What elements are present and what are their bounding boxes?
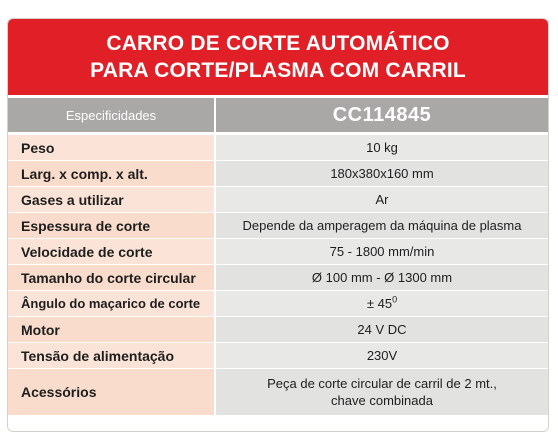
row-label: Tensão de alimentação xyxy=(8,343,216,368)
angle-value: ± $45^0$ xyxy=(366,294,398,311)
table-row xyxy=(8,369,548,416)
row-label: Velocidade de corte xyxy=(8,239,216,264)
row-label: Gases a utilizar xyxy=(8,187,216,212)
table-title xyxy=(8,19,548,95)
row-value xyxy=(216,291,548,316)
table-row xyxy=(8,213,548,239)
table-row xyxy=(8,135,548,161)
row-value: Ø 100 mm - Ø 1300 mm xyxy=(216,265,548,290)
row-label: Tamanho do corte circular xyxy=(8,265,216,290)
header-specifications: Especificidades xyxy=(8,98,216,132)
row-value: Ar xyxy=(216,187,548,212)
title-line-2: PARA CORTE/PLASMA COM CARRIL xyxy=(90,59,466,82)
degree-superscript: 0 xyxy=(392,294,398,305)
table-row xyxy=(8,265,548,291)
row-value: Depende da amperagem da máquina de plasma xyxy=(216,213,548,238)
row-value: 230V xyxy=(216,343,548,368)
table-row xyxy=(8,161,548,187)
row-value: 10 kg xyxy=(216,135,548,160)
spec-rows xyxy=(8,135,548,416)
accessories-line-1: Peça de corte circular de carril de 2 mt., xyxy=(267,376,497,391)
spec-table xyxy=(7,18,549,432)
table-row xyxy=(8,291,548,317)
spec-header-row xyxy=(8,95,548,135)
table-row xyxy=(8,239,548,265)
table-row xyxy=(8,187,548,213)
row-label: Peso xyxy=(8,135,216,160)
row-value: 24 V DC xyxy=(216,317,548,342)
row-label: Ângulo do maçarico de corte xyxy=(8,291,216,316)
row-value xyxy=(216,369,548,415)
row-label: Espessura de corte xyxy=(8,213,216,238)
table-row xyxy=(8,343,548,369)
title-line-1: CARRO DE CORTE AUTOMÁTICO xyxy=(106,32,450,55)
table-row xyxy=(8,317,548,343)
row-label: Acessórios xyxy=(8,369,216,415)
header-product-code: CC114845 xyxy=(332,103,432,126)
row-label: Motor xyxy=(8,317,216,342)
row-label: Larg. x comp. x alt. xyxy=(8,161,216,186)
row-value: 75 - 1800 mm/min xyxy=(216,239,548,264)
row-value: 180x380x160 mm xyxy=(216,161,548,186)
accessories-line-2: chave combinada xyxy=(331,393,433,408)
